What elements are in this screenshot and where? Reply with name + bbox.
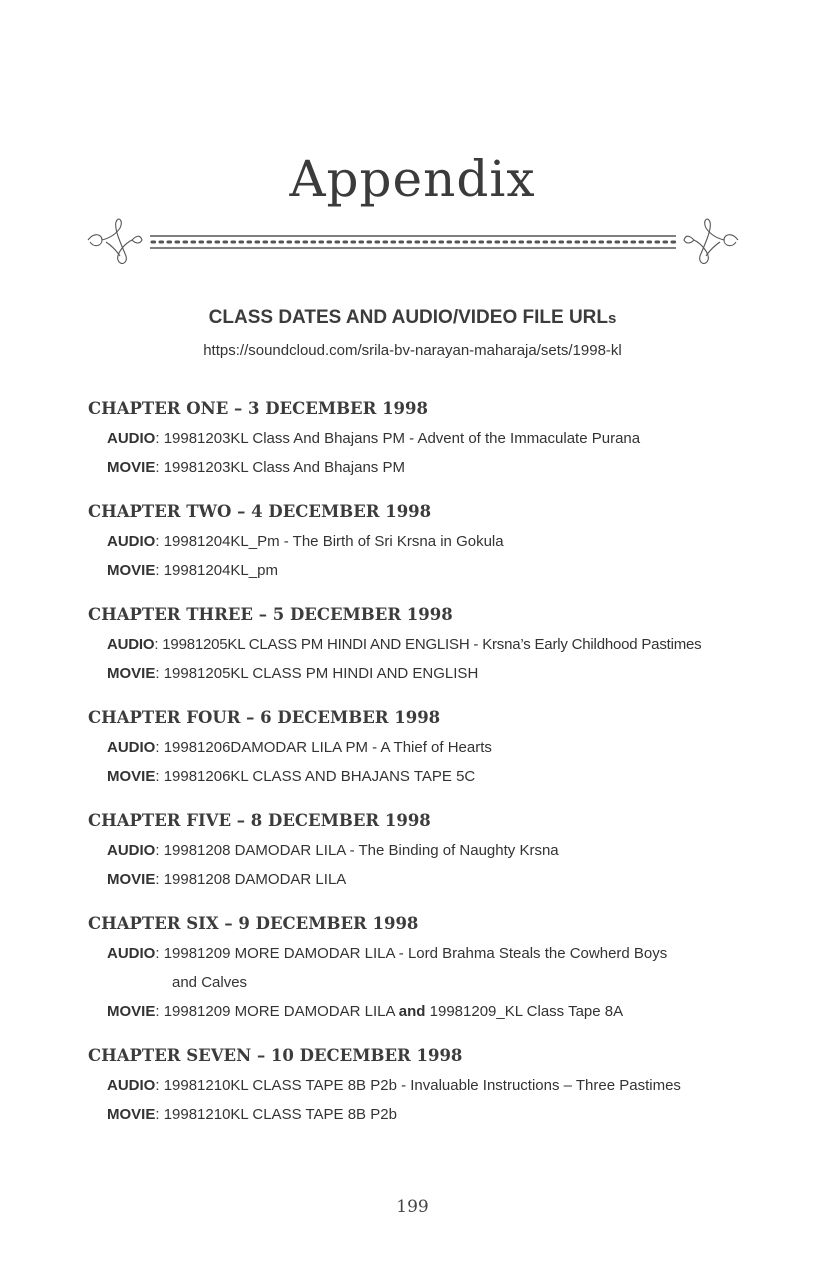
movie-entry (107, 1100, 748, 1129)
section-heading-suffix: s (608, 310, 617, 327)
chapter-block (88, 499, 748, 585)
separator: : (155, 945, 164, 962)
chapter-block (88, 602, 748, 688)
movie-title: 19981203KL Class And Bhajans PM (163, 459, 405, 476)
audio-label: AUDIO (107, 842, 156, 859)
soundcloud-url: https://soundcloud.com/srila-bv-narayan-maharaja/sets/1998-kl (203, 342, 622, 359)
separator: : (155, 533, 164, 550)
audio-entry (107, 424, 748, 453)
page-number: 199 (396, 1197, 429, 1217)
audio-label: AUDIO (107, 1077, 156, 1094)
chapter-heading: CHAPTER FOUR – 6 DECEMBER 1998 (88, 708, 441, 727)
movie-entry (107, 556, 748, 585)
movie-title: 19981205KL CLASS PM HINDI AND ENGLISH (163, 665, 479, 682)
audio-entry (107, 836, 748, 865)
movie-title: 19981209 MORE DAMODAR LILA (163, 1003, 399, 1020)
separator: : (155, 871, 164, 888)
conjunction: and (398, 1003, 426, 1020)
movie-label: MOVIE (107, 1106, 156, 1123)
audio-label: AUDIO (107, 739, 156, 756)
chapter-heading: CHAPTER TWO – 4 DECEMBER 1998 (88, 502, 432, 521)
decorative-divider (86, 210, 740, 274)
separator: : (155, 430, 164, 447)
movie-entry (107, 997, 748, 1026)
audio-label: AUDIO (107, 636, 155, 653)
movie-title: 19981206KL CLASS AND BHAJANS TAPE 5C (163, 768, 476, 785)
chapter-heading: CHAPTER SIX – 9 DECEMBER 1998 (88, 914, 419, 933)
movie-title-extra: 19981209_KL Class Tape 8A (425, 1003, 624, 1020)
chapter-heading: CHAPTER ONE – 3 DECEMBER 1998 (88, 399, 428, 418)
section-heading-text: CLASS DATES AND AUDIO/VIDEO FILE URL (208, 307, 609, 328)
separator: : (155, 739, 164, 756)
chapter-block (88, 1043, 748, 1129)
chapter-heading: CHAPTER FIVE – 8 DECEMBER 1998 (88, 811, 431, 830)
audio-title: 19981209 MORE DAMODAR LILA - Lord Brahma Steals the Cowherd Boys (163, 945, 668, 962)
movie-entry (107, 762, 748, 791)
audio-title: 19981206DAMODAR LILA PM - A Thief of Hearts (163, 739, 492, 756)
movie-title: 19981204KL_pm (163, 562, 278, 579)
audio-title: 19981205KL CLASS PM HINDI AND ENGLISH - Krsna’s Early Childhood Pastimes (162, 636, 702, 653)
audio-entry (107, 939, 748, 968)
movie-label: MOVIE (107, 665, 156, 682)
movie-entry (107, 453, 748, 482)
separator: : (155, 768, 164, 785)
audio-entry (107, 1071, 748, 1100)
chapter-block (88, 705, 748, 791)
movie-label: MOVIE (107, 562, 156, 579)
chapter-block (88, 808, 748, 894)
chapter-list (88, 396, 748, 1146)
separator: : (155, 1077, 164, 1094)
audio-entry (107, 733, 748, 762)
audio-entry-continued: and Calves (172, 974, 248, 991)
separator: : (155, 1106, 164, 1123)
page-title: Appendix (289, 150, 536, 208)
movie-title: 19981208 DAMODAR LILA (163, 871, 347, 888)
movie-label: MOVIE (107, 1003, 156, 1020)
chapter-block (88, 396, 748, 482)
audio-entry (107, 527, 748, 556)
audio-title: 19981203KL Class And Bhajans PM - Advent of the Immaculate Purana (163, 430, 641, 447)
audio-entry (107, 630, 748, 659)
audio-title: 19981208 DAMODAR LILA - The Binding of Naughty Krsna (163, 842, 559, 859)
audio-title: 19981210KL CLASS TAPE 8B P2b - Invaluable Instructions – Three Pastimes (163, 1077, 681, 1094)
movie-label: MOVIE (107, 459, 156, 476)
movie-label: MOVIE (107, 768, 156, 785)
separator: : (155, 459, 164, 476)
movie-entry (107, 659, 748, 688)
chapter-heading: CHAPTER THREE – 5 DECEMBER 1998 (88, 605, 453, 624)
audio-title: 19981204KL_Pm - The Birth of Sri Krsna in Gokula (163, 533, 504, 550)
separator: : (155, 1003, 164, 1020)
chapter-heading: CHAPTER SEVEN – 10 DECEMBER 1998 (88, 1046, 463, 1065)
movie-label: MOVIE (107, 871, 156, 888)
audio-label: AUDIO (107, 945, 156, 962)
chapter-block (88, 911, 748, 1026)
separator: : (155, 842, 164, 859)
audio-label: AUDIO (107, 533, 156, 550)
separator: : (154, 636, 163, 653)
separator: : (155, 562, 164, 579)
movie-entry (107, 865, 748, 894)
section-heading (0, 307, 825, 329)
separator: : (155, 665, 164, 682)
audio-label: AUDIO (107, 430, 156, 447)
movie-title: 19981210KL CLASS TAPE 8B P2b (163, 1106, 397, 1123)
